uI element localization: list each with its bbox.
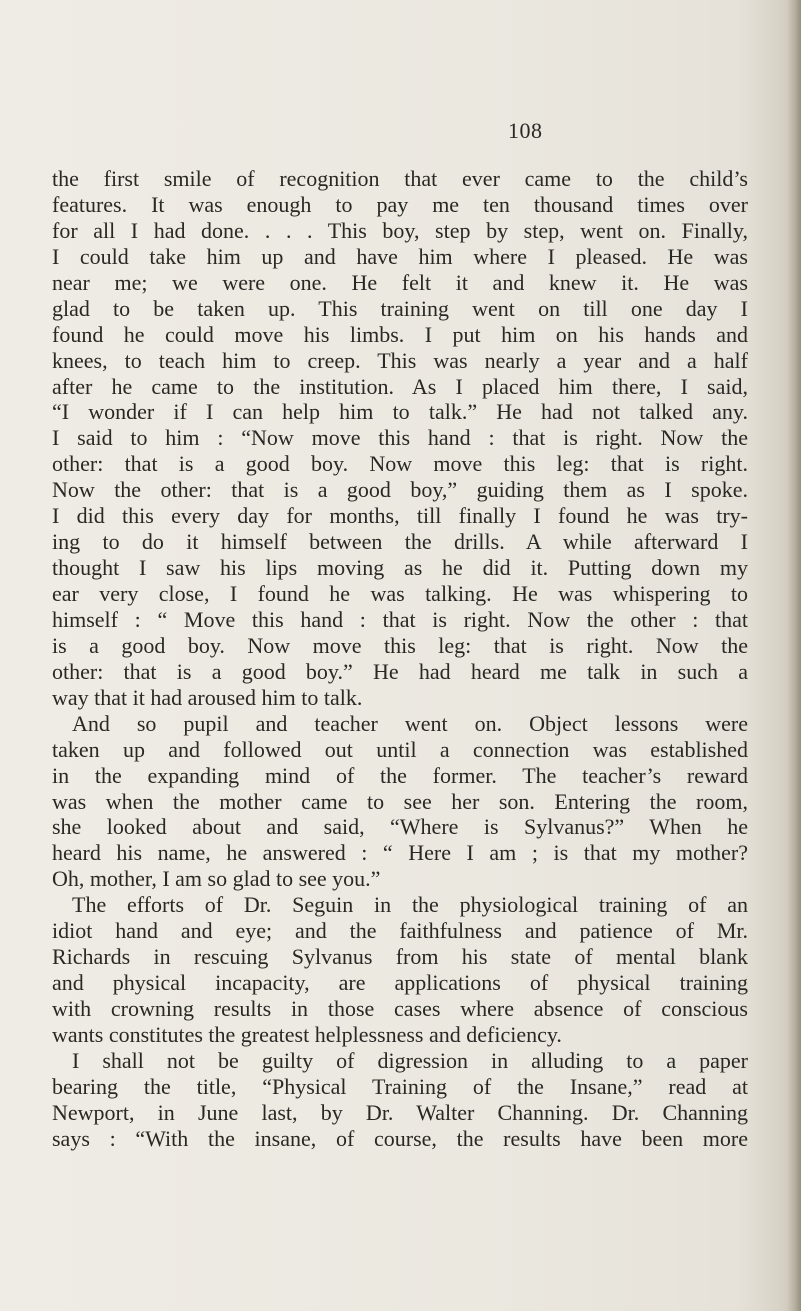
text-line: she looked about and said, “Where is Sylvanus?” When he xyxy=(52,814,748,840)
text-line: was when the mother came to see her son. Entering the room, xyxy=(52,788,748,814)
text-line: Oh, mother, I am so glad to see you.” xyxy=(52,866,381,892)
text-line: “I wonder if I can help him to talk.” He had not talked any. xyxy=(52,399,748,425)
page-edge-shadow xyxy=(787,0,801,1311)
text-line: bearing the title, “Physical Training of the Insane,” read at xyxy=(52,1073,748,1099)
text-line: wants constitutes the greatest helplessness and deficiency. xyxy=(52,1021,562,1047)
text-line: I could take him up and have him where I pleased. He was xyxy=(52,243,748,269)
text-line: and physical incapacity, are applications of physical training xyxy=(52,970,748,996)
text-line: I did this every day for months, till finally I found he was try- xyxy=(52,503,748,529)
text-line: knees, to teach him to creep. This was nearly a year and a half xyxy=(52,347,748,373)
text-line: features. It was enough to pay me ten thousand times over xyxy=(52,191,748,217)
text-line: taken up and followed out until a connection was established xyxy=(52,736,748,762)
text-line: says : “With the insane, of course, the results have been more xyxy=(52,1125,748,1151)
text-line: idiot hand and eye; and the faithfulness and patience of Mr. xyxy=(52,918,748,944)
text-line: is a good boy. Now move this leg: that is right. Now the xyxy=(52,632,748,658)
text-line: after he came to the institution. As I placed him there, I said, xyxy=(52,373,748,399)
text-line: ear very close, I found he was talking. He was whispering to xyxy=(52,581,748,606)
text-line: himself : “ Move this hand : that is right. Now the other : that xyxy=(52,606,748,632)
page-number: 108 xyxy=(508,118,543,143)
text-line: in the expanding mind of the former. The teacher’s reward xyxy=(52,762,748,788)
body-text xyxy=(52,166,748,1152)
text-line: way that it had aroused him to talk. xyxy=(52,684,363,710)
text-line: Newport, in June last, by Dr. Walter Channing. Dr. Channing xyxy=(52,1099,748,1125)
text-line: ing to do it himself between the drills. A while afterward I xyxy=(52,529,748,555)
text-line: I said to him : “Now move this hand : that is right. Now the xyxy=(52,425,748,451)
text-line: Richards in rescuing Sylvanus from his state of mental blank xyxy=(52,944,748,970)
text-line: I shall not be guilty of digression in alluding to a paper xyxy=(72,1047,748,1073)
text-line: for all I had done. . . . This boy, step by step, went on. Finally, xyxy=(52,217,748,243)
text-line: heard his name, he answered : “ Here I am ; is that my mother? xyxy=(52,840,748,866)
text-line: The efforts of Dr. Seguin in the physiological training of an xyxy=(72,892,748,918)
text-line: other: that is a good boy. Now move this leg: that is right. xyxy=(52,451,748,477)
text-line: other: that is a good boy.” He had heard me talk in such a xyxy=(52,658,748,684)
text-line: near me; we were one. He felt it and knew it. He was xyxy=(52,269,748,295)
text-line: And so pupil and teacher went on. Object lessons were xyxy=(72,710,748,736)
text-line: found he could move his limbs. I put him on his hands and xyxy=(52,321,748,347)
text-line: thought I saw his lips moving as he did it. Putting down my xyxy=(52,555,748,581)
text-line: the first smile of recognition that ever came to the child’s xyxy=(52,166,748,191)
text-line: Now the other: that is a good boy,” guiding them as I spoke. xyxy=(52,477,748,503)
text-line: glad to be taken up. This training went on till one day I xyxy=(52,295,748,321)
text-line: with crowning results in those cases where absence of conscious xyxy=(52,996,748,1021)
